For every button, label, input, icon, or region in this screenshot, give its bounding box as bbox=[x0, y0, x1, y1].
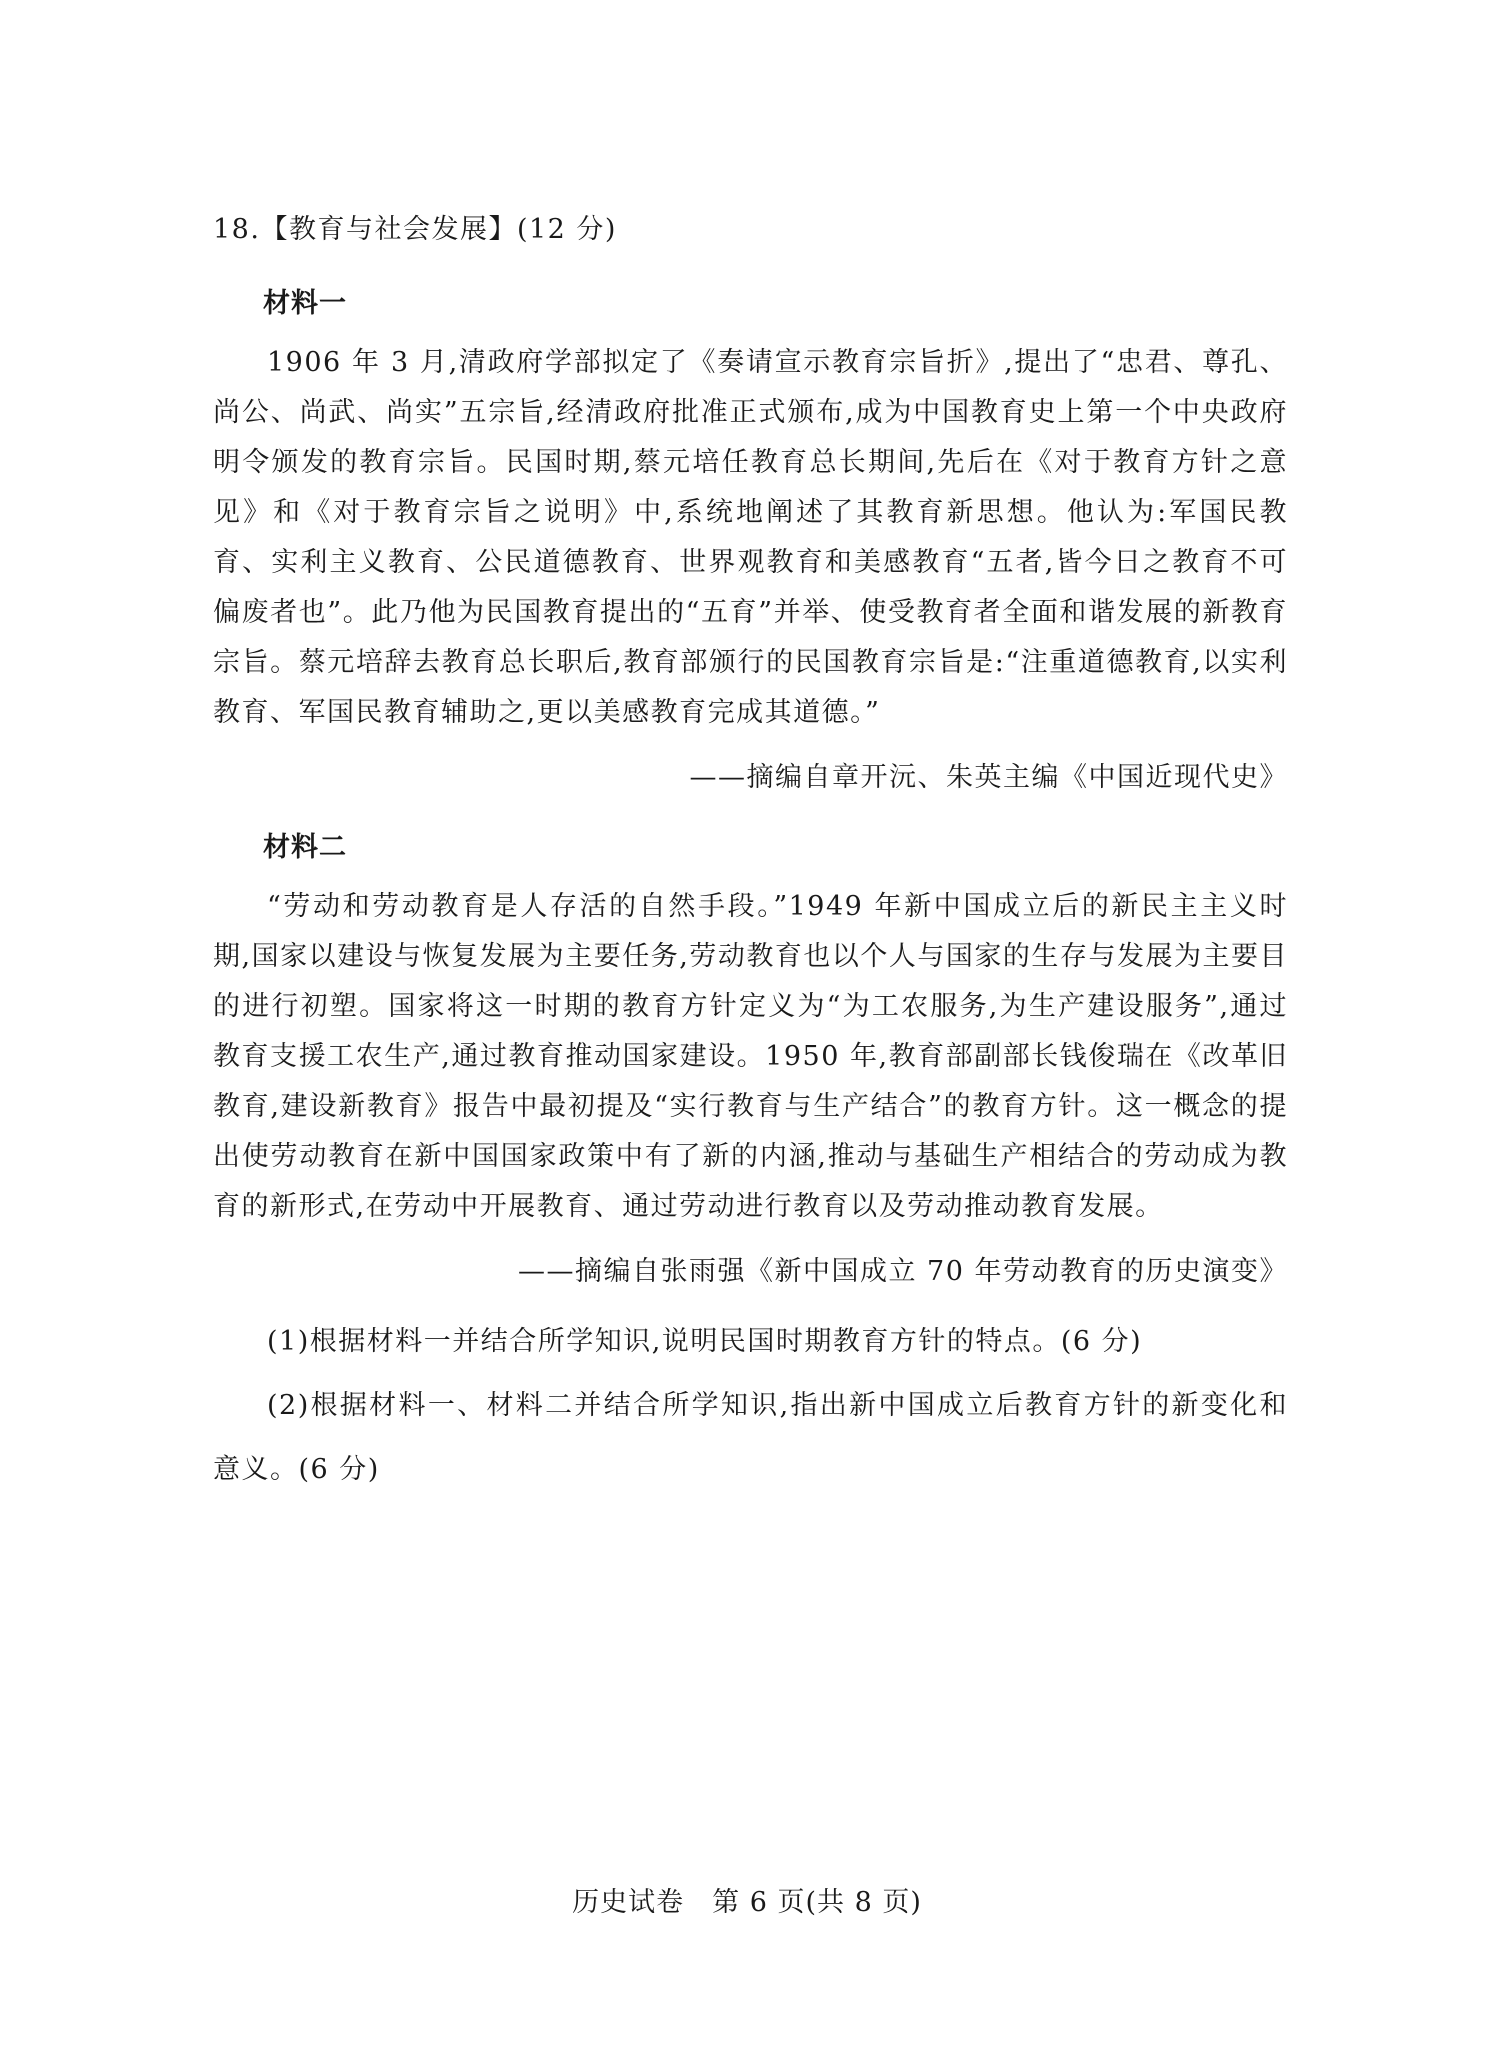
material-1-label: 材料一 bbox=[263, 288, 347, 319]
question-title: 18.【教育与社会发展】(12 分) bbox=[213, 214, 617, 245]
page-footer: 历史试卷 第 6 页(共 8 页) bbox=[572, 1887, 922, 1918]
material-1-text: 1906 年 3 月,清政府学部拟定了《奏请宣示教育宗旨折》,提出了“忠君、尊孔、尚公、尚武、尚实”五宗旨,经清政府批准正式颁布,成为中国教育史上第一个中央政府明令颁发的教育宗旨。民国时期,蔡元培任教育总长期间,先后在《对于教育方针之意见》和《对于教育宗旨之说明》中,系统地阐述了其教育新思想。他认为:军国民教育、实利主义教育、公民道德教育、世界观教育和美感教育“五者,皆今日之教育不可偏废者也”。此乃他为民国教育提出的“五育”并举、使受教育者全面和谐发展的新教育宗旨。蔡元培辞去教育总长职后,教育部颁行的民国教育宗旨是:“注重道德教育,以实利教育、军国民教育辅助之,更以美感教育完成其道德。” bbox=[213, 347, 1288, 728]
question-content bbox=[213, 198, 1288, 1502]
sub-question-1: (1)根据材料一并结合所学知识,说明民国时期教育方针的特点。(6 分) bbox=[267, 1326, 1143, 1357]
sub-question-2: (2)根据材料一、材料二并结合所学知识,指出新中国成立后教育方针的新变化和意义。(6 分) bbox=[213, 1390, 1288, 1485]
material-2-source: ——摘编自张雨强《新中国成立 70 年劳动教育的历史演变》 bbox=[517, 1256, 1288, 1287]
material-2-text: “劳动和劳动教育是人存活的自然手段。”1949 年新中国成立后的新民主主义时期,国家以建设与恢复发展为主要任务,劳动教育也以个人与国家的生存与发展为主要目的进行初塑。国家将这一时期的教育方针定义为“为工农服务,为生产建设服务”,通过教育支援工农生产,通过教育推动国家建设。1950 年,教育部副部长钱俊瑞在《改革旧教育,建设新教育》报告中最初提及“实行教育与生产结合”的教育方针。这一概念的提出使劳动教育在新中国国家政策中有了新的内涵,推动与基础生产相结合的劳动成为教育的新形式,在劳动中开展教育、通过劳动进行教育以及劳动推动教育发展。 bbox=[213, 891, 1288, 1222]
material-1-source: ——摘编自章开沅、朱英主编《中国近现代史》 bbox=[689, 762, 1288, 793]
material-2-label: 材料二 bbox=[263, 832, 347, 863]
